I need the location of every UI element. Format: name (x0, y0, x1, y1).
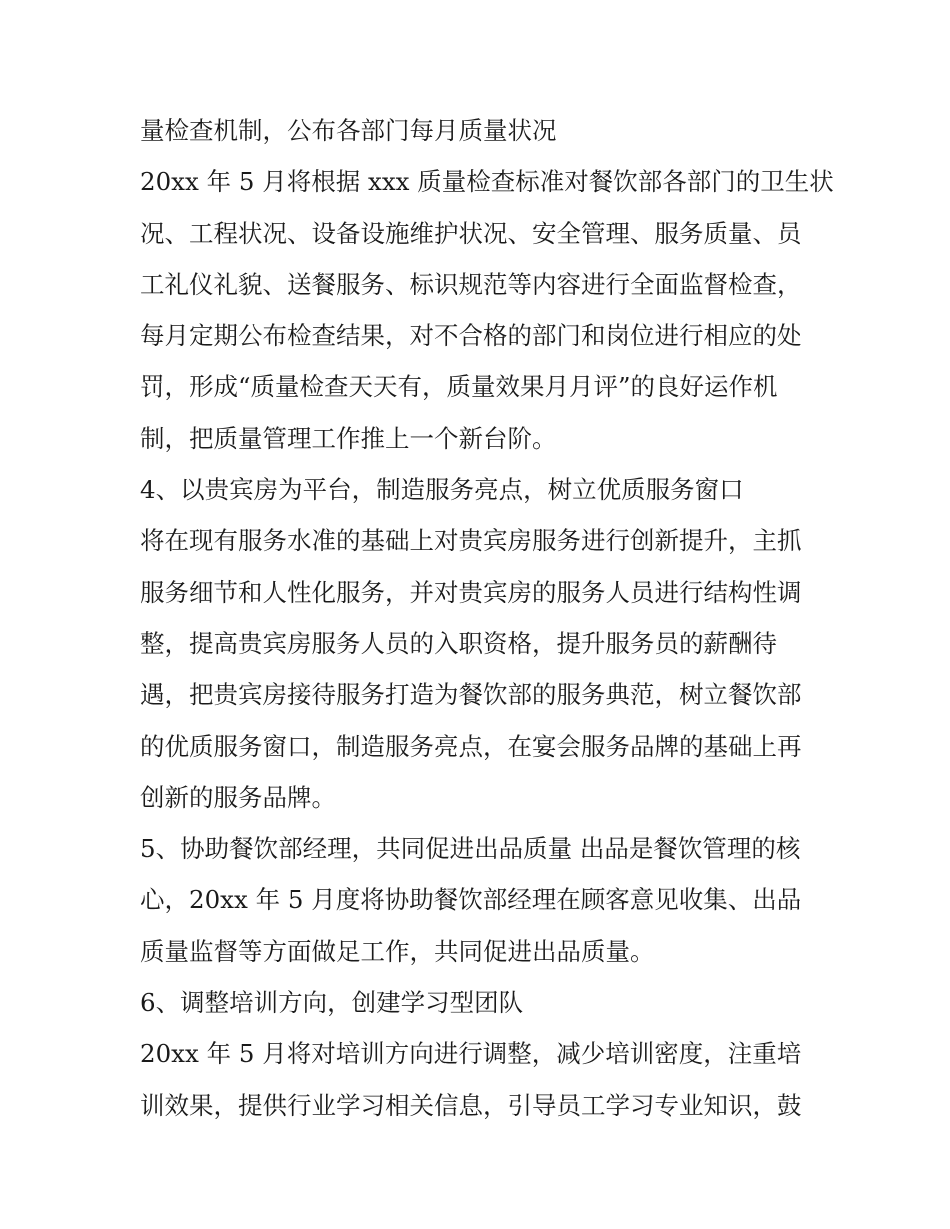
text-line: 创新的服务品牌。 (140, 782, 336, 812)
section-heading: 5、协助餐饮部经理，共同促进出品质量 出品是餐饮管理的核 (140, 834, 801, 864)
document-body (140, 105, 834, 1131)
text-line: 将在现有服务水准的基础上对贵宾房服务进行创新提升，主抓 (140, 526, 802, 556)
section-heading: 4、以贵宾房为平台，制造服务亮点，树立优质服务窗口 (140, 475, 744, 505)
text-line: 罚，形成“质量检查天天有，质量效果月月评”的良好运作机 (140, 372, 778, 402)
text-line: 工礼仪礼貌、送餐服务、标识规范等内容进行全面监督检查， (140, 269, 802, 299)
text-line: 20xx 年 5 月将根据 xxx 质量检查标准对餐饮部各部门的卫生状 (140, 167, 834, 197)
text-line: 整，提高贵宾房服务人员的入职资格，提升服务员的薪酬待 (140, 628, 777, 658)
text-line: 况、工程状况、设备设施维护状况、安全管理、服务质量、员 (140, 218, 802, 248)
text-line: 服务细节和人性化服务，并对贵宾房的服务人员进行结构性调 (140, 577, 802, 607)
text-line: 遇，把贵宾房接待服务打造为餐饮部的服务典范，树立餐饮部 (140, 680, 802, 710)
text-line: 20xx 年 5 月将对培训方向进行调整，减少培训密度，注重培 (140, 1039, 802, 1069)
section-heading: 6、调整培训方向，创建学习型团队 (140, 988, 524, 1018)
text-line: 训效果，提供行业学习相关信息，引导员工学习专业知识，鼓 (140, 1090, 802, 1120)
text-line: 量检查机制，公布各部门每月质量状况 (140, 116, 557, 145)
text-line: 每月定期公布检查结果，对不合格的部门和岗位进行相应的处 (140, 321, 802, 351)
text-line: 质量监督等方面做足工作，共同促进出品质量。 (140, 936, 655, 966)
text-line: 制，把质量管理工作推上一个新台阶。 (140, 423, 557, 453)
text-line: 心，20xx 年 5 月度将协助餐饮部经理在顾客意见收集、出品 (140, 885, 802, 915)
text-line: 的优质服务窗口，制造服务亮点，在宴会服务品牌的基础上再 (140, 731, 802, 761)
